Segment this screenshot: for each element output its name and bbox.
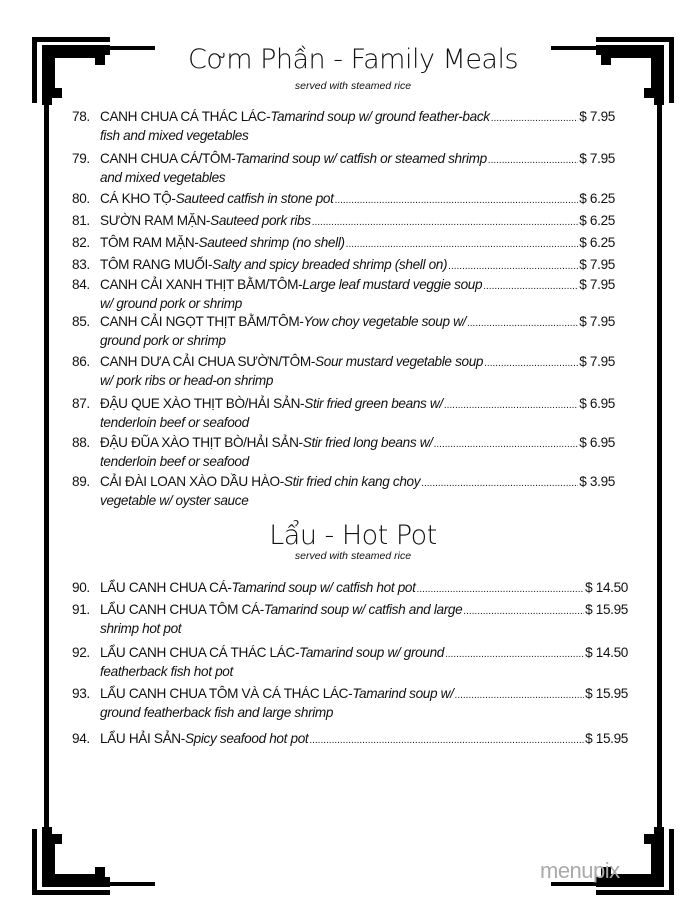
item-number: 86. (72, 354, 90, 369)
watermark: menupix (540, 858, 620, 883)
menu-item (72, 395, 615, 431)
dot-leader (444, 395, 578, 414)
menu-item (72, 685, 628, 721)
menu-item (72, 108, 615, 144)
dot-leader (455, 685, 585, 704)
item-number: 85. (72, 314, 90, 329)
dot-leader (434, 434, 579, 453)
item-number: 89. (72, 474, 90, 489)
separator: - (207, 257, 213, 272)
item-number: 88. (72, 435, 90, 450)
item-number: 78. (72, 109, 90, 124)
item-description: Sauteed catfish in stone pot (175, 191, 334, 206)
item-price: $ 7.95 (579, 277, 615, 292)
section-title: Lẩu - Hot Pot (269, 520, 437, 551)
item-name: CANH DƯA CẢI CHUA SƯỜN/TÔM (100, 354, 311, 369)
item-name: TÔM RAM MẶN (100, 235, 195, 250)
separator: - (299, 314, 304, 329)
separator: - (300, 396, 305, 411)
menu-item (72, 644, 628, 680)
item-name: ĐẬU ĐŨA XÀO THỊT BÒ/HẢI SẢN (100, 435, 299, 450)
dot-leader (312, 212, 579, 231)
item-description: Sauteed pork ribs (210, 213, 311, 228)
separator: - (205, 213, 211, 228)
separator: - (171, 191, 176, 206)
item-number: 79. (72, 151, 90, 166)
item-price: $ 7.95 (579, 109, 615, 124)
item-number: 93. (72, 686, 90, 701)
menu-item (72, 212, 615, 231)
dot-leader (445, 644, 584, 663)
item-name: ĐẬU QUE XÀO THỊT BÒ/HẢI SẢN (100, 396, 301, 411)
dot-leader (421, 473, 578, 492)
separator: - (279, 474, 284, 489)
item-description-continued: tenderloin beef or seafood (100, 454, 249, 469)
separator: - (266, 109, 271, 124)
item-description: Sour mustard vegetable soup (315, 354, 484, 369)
menu-item (72, 434, 615, 470)
item-description-continued: w/ pork ribs or head-on shrimp (100, 373, 274, 388)
item-number: 94. (72, 731, 90, 746)
item-number: 92. (72, 645, 90, 660)
separator: - (294, 645, 300, 660)
item-price: $ 6.25 (579, 191, 615, 206)
dot-leader (335, 190, 579, 209)
separator: - (298, 435, 303, 450)
separator: - (348, 686, 353, 701)
separator: - (259, 602, 264, 617)
section-subtitle: served with steamed rice (294, 550, 412, 562)
item-description: Large leaf mustard veggie soup (302, 277, 483, 292)
item-number: 82. (72, 235, 90, 250)
item-price: $ 14.50 (585, 580, 628, 595)
item-price: $ 6.95 (579, 396, 615, 411)
item-name: LẨU HẢI SẢN (100, 731, 181, 746)
item-name: LẨU CANH CHUA CÁ THÁC LÁC (100, 645, 295, 660)
separator: - (231, 151, 236, 166)
item-description: Stir fried chin kang choy (283, 474, 421, 489)
item-description-continued: and mixed vegetables (100, 170, 226, 185)
menu-item (72, 353, 615, 389)
item-description-continued: w/ ground pork or shrimp (100, 296, 242, 311)
item-description-continued: shrimp hot pot (100, 621, 182, 636)
dot-leader (309, 730, 584, 749)
dot-leader (417, 579, 585, 598)
item-name: CANH CHUA CÁ THÁC LÁC (100, 109, 267, 124)
dot-leader (491, 108, 579, 127)
item-price: $ 3.95 (579, 474, 615, 489)
item-description: Yow choy vegetable soup w/ (303, 314, 466, 329)
item-number: 84. (72, 277, 90, 292)
menu-item (72, 579, 628, 598)
item-name: CANH CHUA CÁ/TÔM (100, 151, 232, 166)
item-description: Tamarind soup w/ ground (299, 645, 444, 660)
item-price: $ 6.95 (579, 435, 615, 450)
item-description-continued: tenderloin beef or seafood (100, 415, 249, 430)
item-price: $ 7.95 (579, 151, 615, 166)
item-number: 83. (72, 257, 90, 272)
item-description: Stir fried green beans w/ (304, 396, 443, 411)
separator: - (298, 277, 303, 292)
item-description-continued: ground featherback fish and large shrimp (100, 705, 334, 720)
menu-item (72, 276, 615, 312)
menu-item (72, 234, 615, 253)
item-description-continued: ground pork or shrimp (100, 333, 226, 348)
dot-leader (346, 234, 579, 253)
section-title: Cơm Phần - Family Meals (187, 44, 519, 75)
item-number: 80. (72, 191, 90, 206)
item-name: LẨU CANH CHUA CÁ (100, 580, 228, 595)
dot-leader (484, 353, 578, 372)
item-price: $ 15.95 (585, 731, 628, 746)
dot-leader (448, 256, 578, 275)
item-name: CẢI ĐÀI LOAN XÀO DẦU HÀO (100, 474, 280, 489)
menu-item (72, 473, 615, 509)
item-description: Tamarind soup w/ catfish or steamed shrimp (235, 151, 487, 166)
item-name: CANH CẢI XANH THỊT BẰM/TÔM (100, 277, 299, 292)
menu-item (72, 730, 628, 749)
dot-leader (467, 313, 578, 332)
item-description: Tamarind soup w/ catfish hot pot (231, 580, 416, 595)
item-price: $ 7.95 (579, 354, 615, 369)
menu-item (72, 190, 615, 209)
section-subtitle: served with steamed rice (294, 80, 412, 92)
item-description-continued: featherback fish hot pot (100, 664, 233, 679)
item-name: CÁ KHO TỘ (100, 191, 172, 206)
item-description: Sauteed shrimp (no shell) (198, 235, 345, 250)
item-number: 81. (72, 213, 90, 228)
item-price: $ 7.95 (579, 314, 615, 329)
item-description: Stir fried long beans w/ (302, 435, 433, 450)
dot-leader (483, 276, 578, 295)
item-description: Tamarind soup w/ ground feather-back (270, 109, 490, 124)
item-description-continued: fish and mixed vegetables (100, 128, 249, 143)
separator: - (194, 235, 199, 250)
menu-item (72, 313, 615, 349)
item-name: LẨU CANH CHUA TÔM VÀ CÁ THÁC LÁC (100, 686, 349, 701)
item-number: 91. (72, 602, 90, 617)
separator: - (180, 731, 185, 746)
item-description-continued: vegetable w/ oyster sauce (100, 493, 249, 508)
item-name: CANH CẢI NGỌT THỊT BẰM/TÔM (100, 314, 300, 329)
item-number: 87. (72, 396, 90, 411)
menu-item (72, 150, 615, 186)
item-description: Salty and spicy breaded shrimp (shell on) (212, 257, 448, 272)
dot-leader (463, 601, 584, 620)
item-price: $ 6.25 (579, 213, 615, 228)
item-description: Tamarind soup w/ (352, 686, 454, 701)
item-price: $ 14.50 (585, 645, 628, 660)
menu-item (72, 256, 615, 275)
item-name: LẨU CANH CHUA TÔM CÁ (100, 602, 260, 617)
item-name: TÔM RANG MUỐI (100, 257, 208, 272)
item-price: $ 7.95 (579, 257, 615, 272)
item-price: $ 15.95 (585, 602, 628, 617)
item-name: SƯỜN RAM MẶN (100, 213, 206, 228)
separator: - (310, 354, 316, 369)
item-price: $ 6.25 (579, 235, 615, 250)
menu-item (72, 601, 628, 637)
item-price: $ 15.95 (585, 686, 628, 701)
item-description: Tamarind soup w/ catfish and large (263, 602, 463, 617)
item-description: Spicy seafood hot pot (184, 731, 309, 746)
separator: - (227, 580, 232, 595)
dot-leader (488, 150, 579, 169)
item-number: 90. (72, 580, 90, 595)
